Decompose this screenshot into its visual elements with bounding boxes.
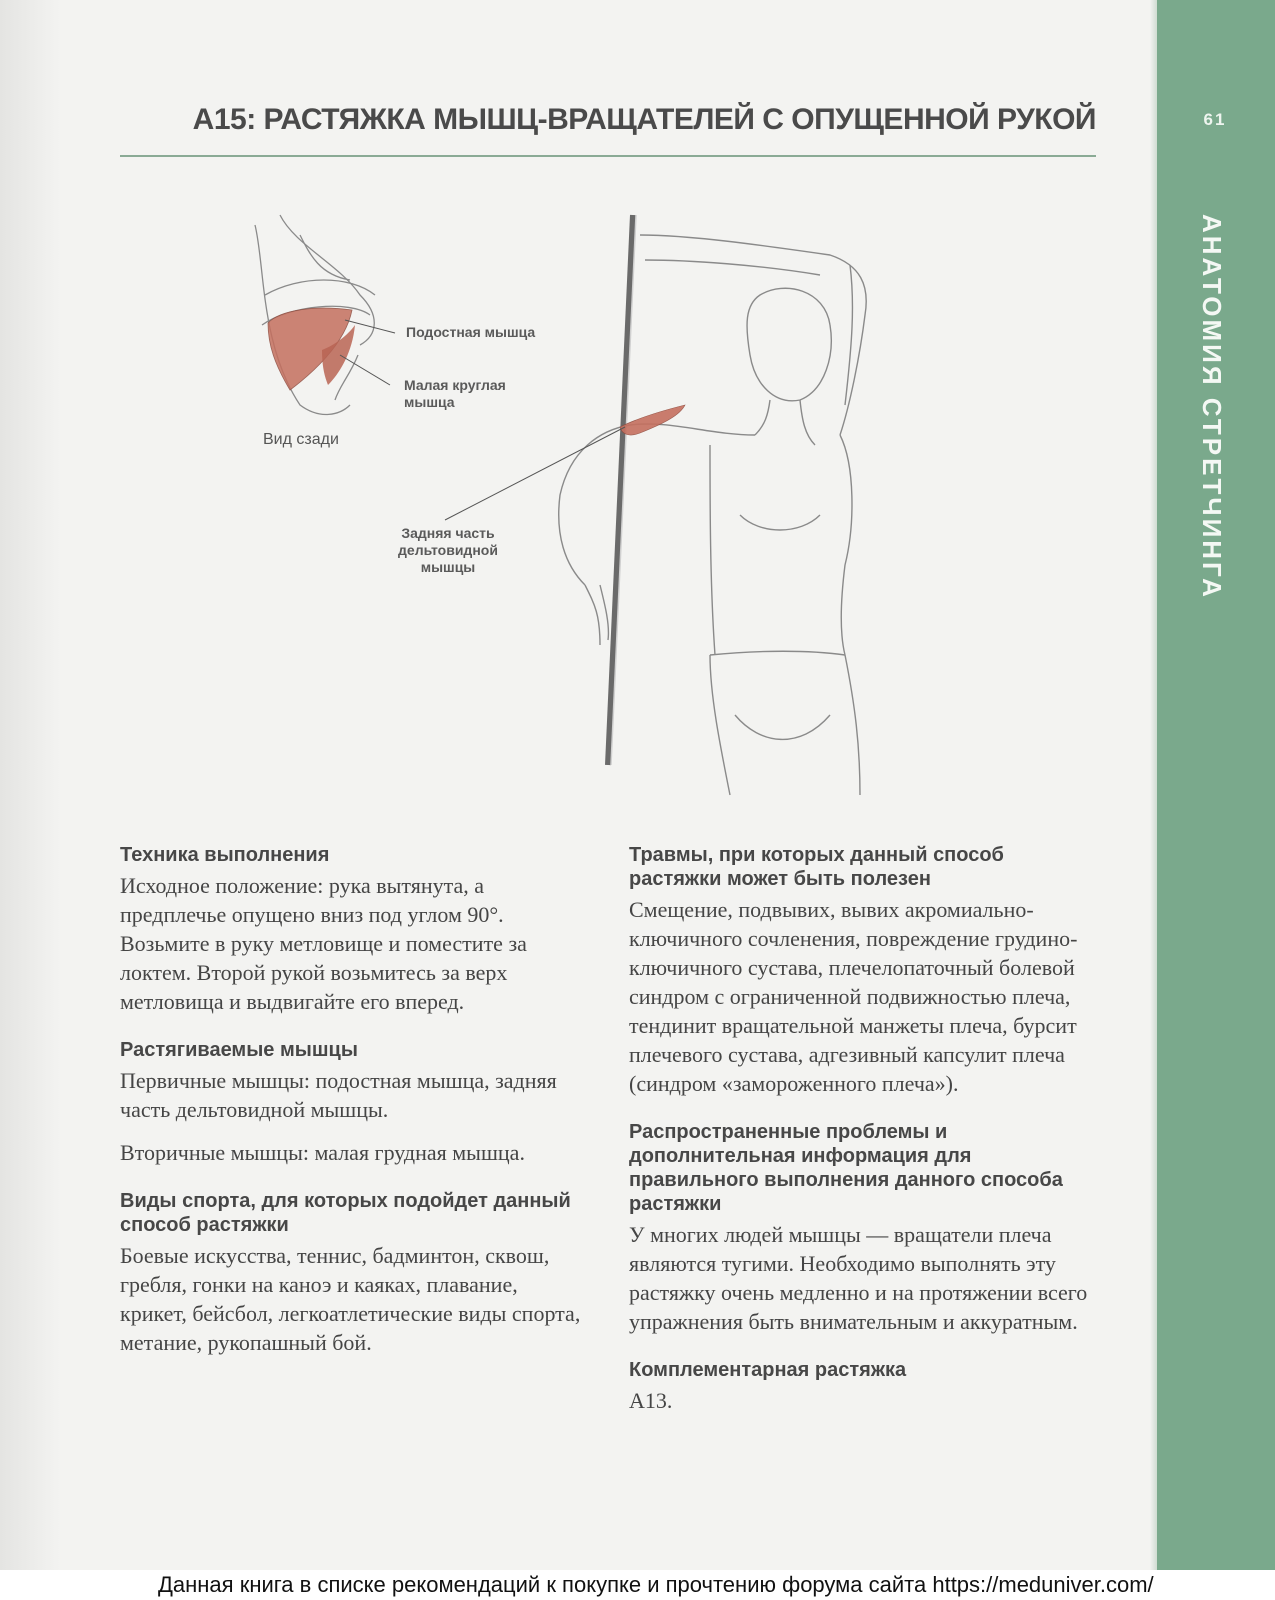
label-deltoid-line2: дельтовидной [398, 542, 498, 558]
section-text: Вторичные мышцы: малая грудная мышца. [120, 1140, 525, 1165]
section-heading: Распространенные проблемы и дополнительная информация для правильного выполнения данного способа растяжки [629, 1121, 1063, 1215]
broomstick [608, 215, 633, 765]
section-heading: Виды спорта, для которых подойдет данный способ растяжки [120, 1190, 571, 1236]
left-column [120, 843, 590, 1379]
section-text: Исходное положение: рука вытянута, а предплечье опущено вниз под углом 90°. Возьмите в руку метловище и поместите за локтем. Второй рукой возьмитесь за верх метловища и выдвигайте его вперед. [120, 873, 527, 1014]
section-text: Первичные мышцы: подостная мышца, задняя часть дельтовидной мышцы. [120, 1068, 557, 1122]
page-title: А15: РАСТЯЖКА МЫШЦ-ВРАЩАТЕЛЕЙ С ОПУЩЕННОЙ РУКОЙ [192, 103, 1096, 136]
inset-caption: Вид сзади [263, 431, 339, 448]
label-infraspinatus: Подостная мышца [406, 324, 536, 340]
broomstick-highlight [611, 215, 636, 765]
label-deltoid-line3: мышцы [420, 559, 476, 575]
label-deltoid-line1: Задняя часть [401, 525, 495, 541]
page-number: 61 [1203, 110, 1227, 129]
section-technique [120, 843, 590, 1016]
label-teres-minor-line2: мышца [404, 394, 455, 410]
posterior-deltoid-muscle [620, 405, 685, 435]
sidebar-edge [1150, 0, 1157, 1600]
section-text: Боевые искусства, теннис, бадминтон, сквош, гребля, гонки на каноэ и каяках, плавание, крикет, бейсбол, легкоатлетические виды спорта, метание, рукопашный бой. [120, 1243, 581, 1355]
anatomy-illustration [240, 205, 900, 805]
section-heading: Травмы, при которых данный способ растяжки может быть полезен [629, 844, 1004, 890]
section-text: У многих людей мышцы — вращатели плеча являются тугими. Необходимо выполнять эту растяжку очень медленно и на протяжении всего упражнения быть внимательным и аккуратным. [629, 1222, 1088, 1334]
section-text: Смещение, подвывих, вывих акромиально-ключичного сочленения, повреждение грудино-ключичного сустава, плечелопаточный болевой синдром с ограниченной подвижностью плеча, тендинит вращательной манжеты плеча, бурсит плечевого сустава, адгезивный капсулит плеча (синдром «замороженного плеча»). [629, 897, 1078, 1096]
section-injuries [629, 843, 1099, 1098]
right-column [629, 843, 1099, 1437]
section-complementary [629, 1358, 1099, 1415]
section-text: А13. [629, 1388, 673, 1413]
deltoid-leader [445, 427, 625, 520]
section-common-problems [629, 1120, 1099, 1336]
section-sports [120, 1189, 590, 1357]
section-heading: Комплементарная растяжка [629, 1359, 907, 1381]
section-stretched-muscles [120, 1038, 590, 1167]
teres-minor-leader [340, 355, 390, 385]
section-heading: Растягиваемые мышцы [120, 1039, 358, 1061]
label-teres-minor-line1: Малая круглая [404, 377, 506, 393]
footer-notice: Данная книга в списке рекомендаций к покупке и прочтению форума сайта https://meduniver.com/ [158, 1572, 1154, 1597]
figure-outline [559, 235, 867, 795]
page-gutter-shadow [0, 0, 60, 1600]
title-divider [120, 155, 1096, 157]
chapter-tab-label: АНАТОМИЯ СТРЕТЧИНГА [1197, 214, 1227, 600]
section-heading: Техника выполнения [120, 844, 330, 866]
